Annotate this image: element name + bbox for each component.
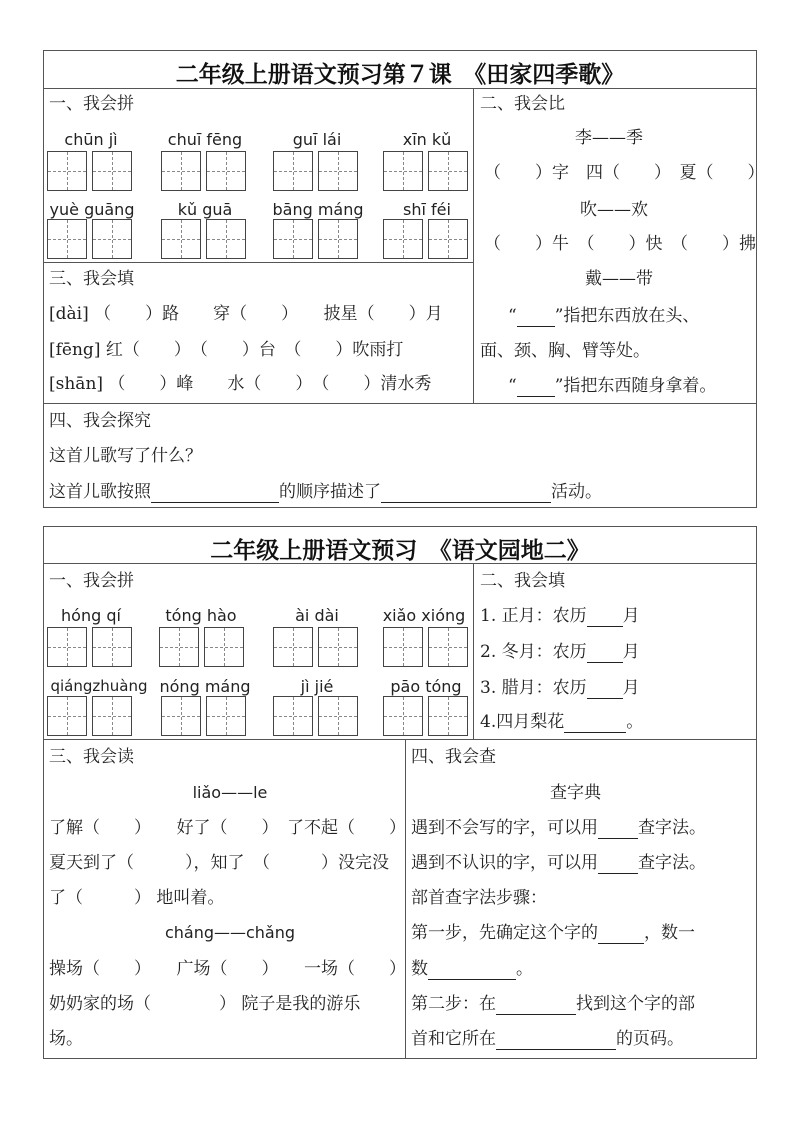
pinyin-pair: cháng——chǎng [164, 923, 296, 942]
fill-line: 场。 [49, 1029, 83, 1049]
divider [473, 88, 474, 403]
pinyin-label: hóng qí [61, 606, 121, 625]
definition-2 [508, 375, 716, 397]
blank[interactable] [598, 857, 638, 874]
fill-line [411, 1028, 684, 1050]
pinyin-label: ài dài [295, 606, 339, 625]
pinyin-label: nóng máng [159, 677, 251, 696]
question-text: 的顺序描述了 [279, 482, 381, 502]
question [49, 481, 602, 503]
definition-text: ”指把东西放在头、 [554, 306, 700, 326]
definition-text: ”指把东西随身拿着。 [554, 376, 717, 396]
line-text: ，数一 [644, 923, 695, 943]
section-heading: 一、我会拼 [49, 94, 134, 114]
section-heading: 二、我会比 [480, 94, 565, 114]
divider [405, 739, 406, 1059]
pinyin-label: guī lái [292, 130, 342, 149]
blank[interactable] [598, 927, 644, 944]
pinyin-label: kǔ guā [177, 200, 233, 219]
section-heading: 三、我会填 [49, 269, 134, 289]
blank[interactable] [428, 963, 516, 980]
line-text: 查字法。 [638, 853, 706, 873]
line-text: 遇到不会写的字，可以用 [411, 818, 598, 838]
fill-line [411, 852, 706, 874]
lesson-2-title: 二年级上册语文预习 《语文园地二》 [210, 537, 590, 564]
blank[interactable] [496, 1033, 616, 1050]
writing-grid[interactable] [383, 219, 469, 261]
item-text: 1. 正月：农历 [480, 606, 587, 626]
item-text: 4.四月梨花 [480, 712, 565, 732]
item-text: 3. 腊月：农历 [480, 678, 587, 698]
line-text: 首和它所在 [411, 1029, 496, 1049]
fill-line[interactable]: 了解（ ） 好了（ ） 了不起（ ） [49, 818, 406, 838]
section-heading: 一、我会拼 [49, 571, 134, 591]
writing-grid[interactable] [161, 151, 247, 193]
blank[interactable] [564, 716, 626, 733]
item-text: 2. 冬月：农历 [480, 642, 587, 662]
pinyin-label: chūn jì [64, 130, 118, 149]
line-text: 数 [411, 959, 428, 979]
writing-grid[interactable] [273, 696, 359, 738]
section-heading: 四、我会探究 [49, 411, 151, 431]
fill-line[interactable]: [dài] （ ）路 穿（ ） 披星（ ）月 [49, 304, 443, 324]
pinyin-pair: liǎo——le [192, 783, 268, 802]
fill-line[interactable]: [shān] （ ）峰 水（ ） （ ）清水秀 [49, 374, 432, 394]
line-text: 遇到不认识的字，可以用 [411, 853, 598, 873]
writing-grid[interactable] [47, 151, 133, 193]
pinyin-label: chuī fēng [167, 130, 243, 149]
blank[interactable] [598, 822, 638, 839]
item-text: 。 [626, 712, 644, 732]
definition-1-cont: 面、颈、胸、臂等处。 [480, 341, 650, 361]
writing-grid[interactable] [161, 219, 247, 261]
fill-line[interactable]: 了（ ） 地叫着。 [49, 888, 225, 908]
char-pair: 李——季 [575, 128, 643, 148]
fill-line[interactable]: [fēng] 红（ ） （ ）台 （ ）吹雨打 [49, 340, 404, 360]
definition-1 [508, 305, 699, 327]
pinyin-label: xiǎo xióng [382, 606, 466, 625]
fill-line [411, 993, 695, 1015]
pinyin-label: xīn kǔ [402, 130, 452, 149]
section-heading: 三、我会读 [49, 747, 134, 767]
item-text: 月 [622, 606, 640, 626]
fill-item [480, 641, 640, 663]
divider [43, 739, 757, 740]
line-text: 的页码。 [616, 1029, 684, 1049]
fill-item [480, 605, 640, 627]
quote-open: “ [508, 306, 517, 326]
sub-heading: 查字典 [550, 783, 601, 803]
fill-line[interactable]: 操场（ ） 广场（ ） 一场（ ） [49, 959, 406, 979]
blank[interactable] [517, 310, 555, 327]
item-text: 月 [622, 678, 640, 698]
writing-grid[interactable] [47, 627, 133, 669]
line-text: 第二步：在 [411, 994, 496, 1014]
blank[interactable] [517, 380, 555, 397]
writing-grid[interactable] [47, 219, 133, 261]
writing-grid[interactable] [47, 696, 133, 738]
steps-heading: 部首查字法步骤： [411, 888, 547, 908]
pinyin-label: pāo tóng [390, 677, 462, 696]
writing-grid[interactable] [273, 151, 359, 193]
pinyin-label: qiángzhuàng [50, 677, 148, 695]
char-pair: 戴——带 [585, 269, 653, 289]
fill-line[interactable]: （ ）牛 （ ）快 （ ）拂 [484, 234, 756, 254]
pinyin-label: shī féi [403, 200, 451, 219]
writing-grid[interactable] [273, 627, 359, 669]
divider [473, 563, 474, 739]
writing-grid[interactable] [273, 219, 359, 261]
question: 这首儿歌写了什么？ [49, 446, 202, 466]
writing-grid[interactable] [383, 696, 469, 738]
blank[interactable] [381, 486, 551, 503]
item-text: 月 [622, 642, 640, 662]
char-pair: 吹——欢 [580, 200, 648, 220]
pinyin-label: tóng hào [165, 606, 237, 625]
writing-grid[interactable] [161, 696, 247, 738]
line-text: 查字法。 [638, 818, 706, 838]
pinyin-label: yuè guāng [49, 200, 135, 219]
writing-grid[interactable] [383, 151, 469, 193]
question-text: 这首儿歌按照 [49, 482, 151, 502]
lesson-1-title: 二年级上册语文预习第７课 《田家四季歌》 [175, 61, 625, 88]
divider [43, 262, 473, 263]
fill-line [411, 817, 706, 839]
fill-line[interactable]: （ ）字 四（ ） 夏（ ） [484, 163, 765, 183]
line-text: 找到这个字的部 [576, 994, 695, 1014]
fill-line[interactable]: 奶奶家的场（ ） 院子是我的游乐 [49, 994, 361, 1014]
fill-line [411, 958, 533, 980]
line-text: 。 [516, 959, 533, 979]
writing-grid[interactable] [383, 627, 469, 669]
fill-item [480, 677, 640, 699]
blank[interactable] [587, 682, 623, 699]
divider [43, 403, 757, 404]
quote-open: “ [508, 376, 517, 396]
blank[interactable] [151, 486, 279, 503]
blank[interactable] [587, 610, 623, 627]
blank[interactable] [587, 646, 623, 663]
fill-line [411, 922, 695, 944]
section-heading: 四、我会查 [411, 747, 496, 767]
line-text: 第一步，先确定这个字的 [411, 923, 598, 943]
question-text: 活动。 [551, 482, 602, 502]
section-heading: 二、我会填 [480, 571, 565, 591]
writing-grid[interactable] [159, 627, 245, 669]
pinyin-label: bāng máng [272, 200, 364, 219]
pinyin-label: jì jié [300, 677, 334, 696]
fill-line[interactable]: 夏天到了（ ），知了 （ ）没完没 [49, 853, 389, 873]
blank[interactable] [496, 998, 576, 1015]
fill-item [480, 711, 643, 733]
